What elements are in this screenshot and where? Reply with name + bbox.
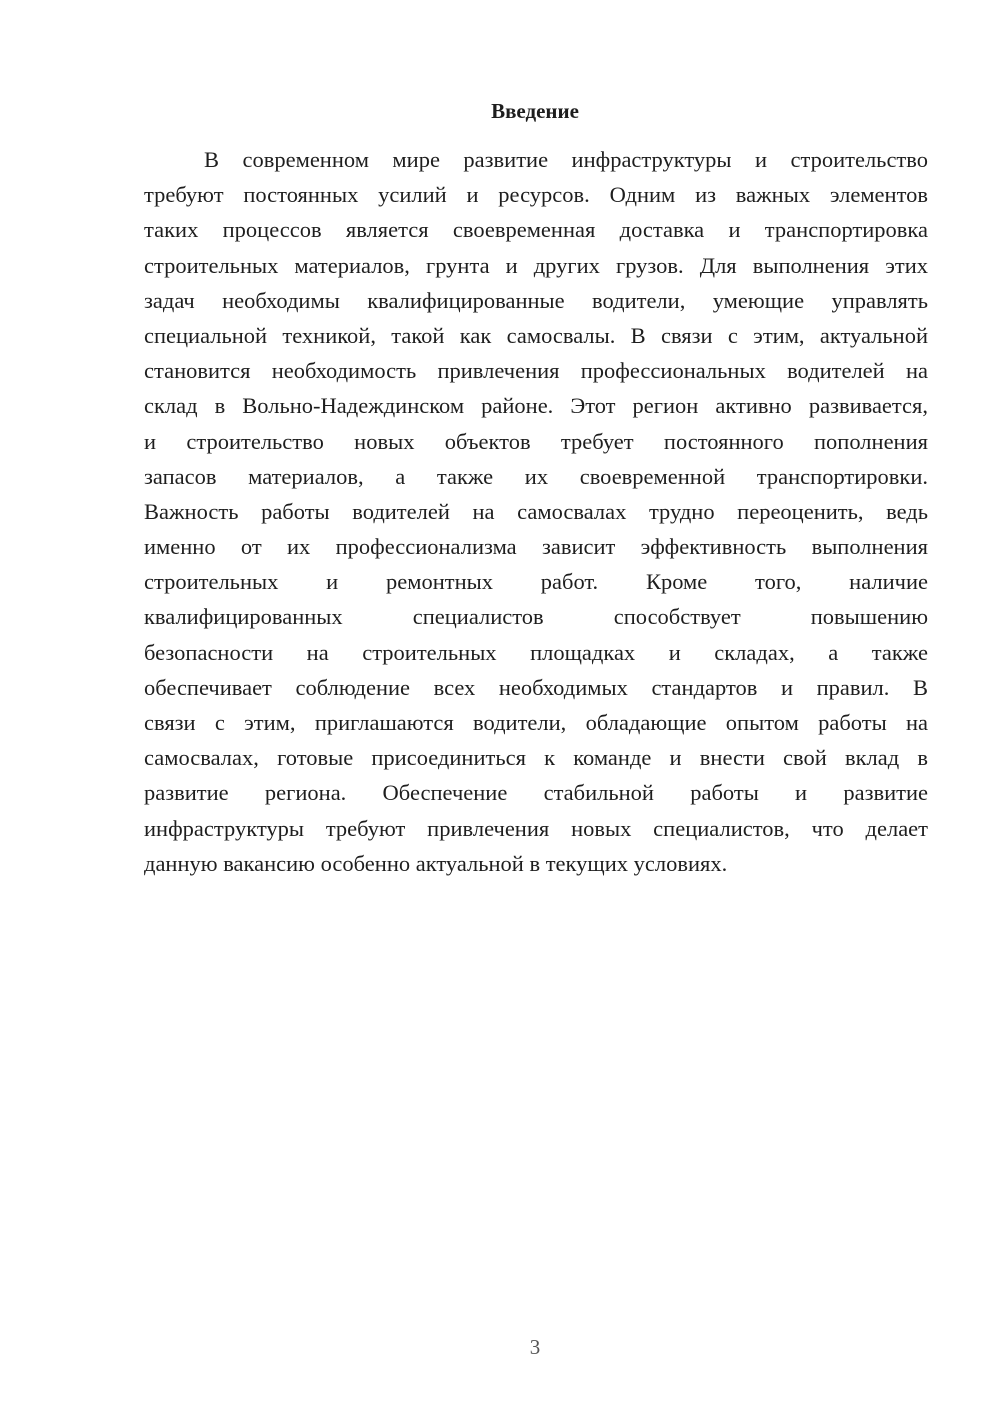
paragraph-line: Важность работы водителей на самосвалах трудно переоценить, ведь	[144, 498, 928, 524]
paragraph-line: таких процессов является своевременная доставка и транспортировка	[144, 217, 928, 243]
paragraph-line: требуют постоянных усилий и ресурсов. Одним из важных элементов	[144, 182, 928, 208]
paragraph-line: и строительство новых объектов требует постоянного пополнения	[144, 428, 928, 454]
paragraph-line: строительных и ремонтных работ. Кроме того, наличие	[144, 569, 928, 595]
paragraph-line: инфраструктуры требуют привлечения новых специалистов, что делает	[144, 815, 928, 841]
paragraph-line: безопасности на строительных площадках и складах, а также	[144, 639, 928, 665]
body-paragraph	[144, 142, 928, 881]
paragraph-line: задач необходимы квалифицированные водители, умеющие управлять	[144, 287, 928, 313]
page-number: 3	[529, 1335, 541, 1359]
paragraph-line: специальной техникой, такой как самосвалы. В связи с этим, актуальной	[144, 322, 928, 348]
paragraph-line: запасов материалов, а также их своевременной транспортировки.	[144, 463, 928, 489]
paragraph-line: склад в Вольно-Надеждинском районе. Этот регион активно развивается,	[144, 393, 928, 419]
paragraph-line: самосвалах, готовые присоединиться к команде и внести свой вклад в	[144, 745, 928, 771]
paragraph-line: В современном мире развитие инфраструктуры и строительство	[204, 147, 928, 172]
paragraph-line: строительных материалов, грунта и других грузов. Для выполнения этих	[144, 252, 928, 278]
paragraph-line: именно от их профессионализма зависит эффективность выполнения	[144, 534, 928, 560]
paragraph-line: данную вакансию особенно актуальной в текущих условиях.	[144, 850, 728, 876]
paragraph-line: становится необходимость привлечения профессиональных водителей на	[144, 358, 928, 384]
section-heading: Введение	[491, 99, 579, 123]
paragraph-line: квалифицированных специалистов способствует повышению	[144, 604, 928, 630]
paragraph-line: связи с этим, приглашаются водители, обладающие опытом работы на	[144, 710, 928, 735]
paragraph-line: развитие региона. Обеспечение стабильной работы и развитие	[144, 780, 928, 806]
paragraph-line: обеспечивает соблюдение всех необходимых стандартов и правил. В	[144, 674, 928, 700]
